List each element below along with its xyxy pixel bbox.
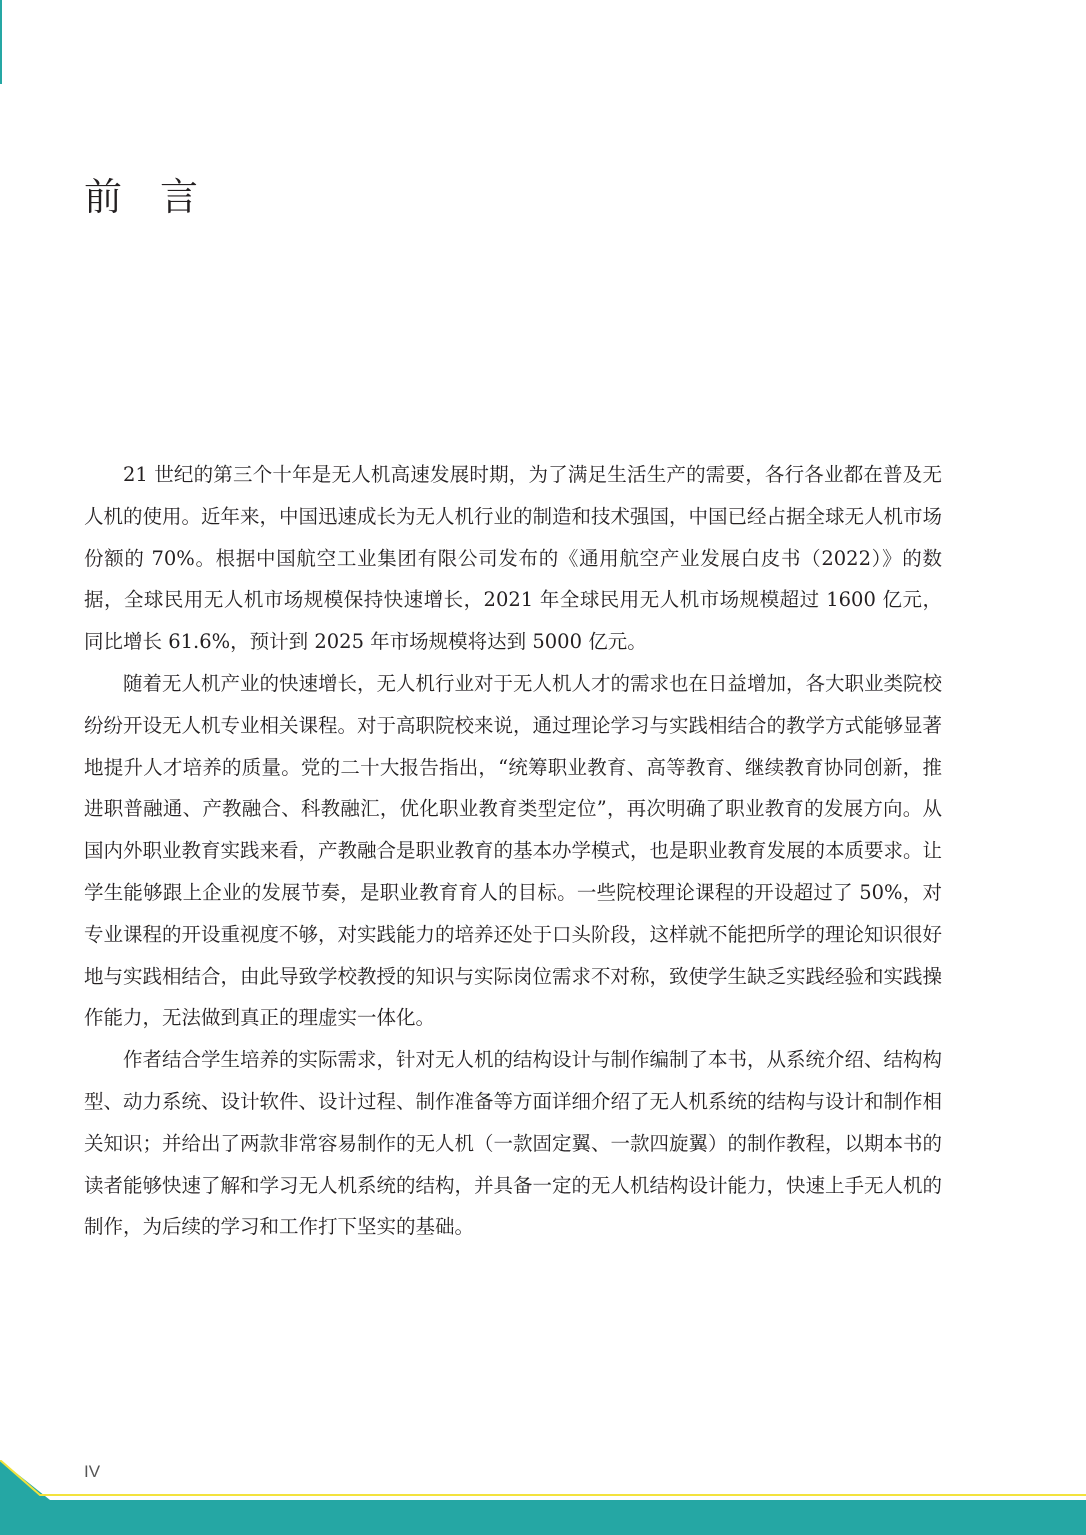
footer-teal-band <box>0 1460 1086 1535</box>
preface-body <box>84 454 942 1248</box>
paragraph-1: 21 世纪的第三个十年是无人机高速发展时期，为了满足生活生产的需要，各行各业都在普及无人机的使用。近年来，中国迅速成长为无人机行业的制造和技术强国，中国已经占据全球无人机市场份额的 70%。根据中国航空工业集团有限公司发布的《通用航空产业发展白皮书（2022）》的数据，全球民用无人机市场规模保持快速增长，2021 年全球民用无人机市场规模超过 1600 亿元，同比增长 61.6%，预计到 2025 年市场规模将达到 5000 亿元。 <box>84 463 943 654</box>
footer-decoration <box>0 1460 1086 1535</box>
paragraph-3: 作者结合学生培养的实际需求，针对无人机的结构设计与制作编制了本书，从系统介绍、结构构型、动力系统、设计软件、设计过程、制作准备等方面详细介绍了无人机系统的结构与设计和制作相关知识；并给出了两款非常容易制作的无人机（一款固定翼、一款四旋翼）的制作教程，以期本书的读者能够快速了解和学习无人机系统的结构，并具备一定的无人机结构设计能力，快速上手无人机的制作，为后续的学习和工作打下坚实的基础。 <box>84 1048 943 1239</box>
page-number: IV <box>84 1462 101 1481</box>
page-title: 前言 <box>84 175 237 219</box>
corner-accent-mark <box>0 0 2 84</box>
footer-yellow-line <box>0 1460 1086 1495</box>
paragraph-2: 随着无人机产业的快速增长，无人机行业对于无人机人才的需求也在日益增加，各大职业类院校纷纷开设无人机专业相关课程。对于高职院校来说，通过理论学习与实践相结合的教学方式能够显著地提升人才培养的质量。党的二十大报告指出，“统筹职业教育、高等教育、继续教育协同创新，推进职普融通、产教融合、科教融汇，优化职业教育类型定位”，再次明确了职业教育的发展方向。从国内外职业教育实践来看，产教融合是职业教育的基本办学模式，也是职业教育发展的本质要求。让学生能够跟上企业的发展节奏，是职业教育育人的目标。一些院校理论课程的开设超过了 50%，对专业课程的开设重视度不够，对实践能力的培养还处于口头阶段，这样就不能把所学的理论知识很好地与实践相结合，由此导致学校教授的知识与实际岗位需求不对称，致使学生缺乏实践经验和实践操作能力，无法做到真正的理虚实一体化。 <box>84 671 943 1030</box>
